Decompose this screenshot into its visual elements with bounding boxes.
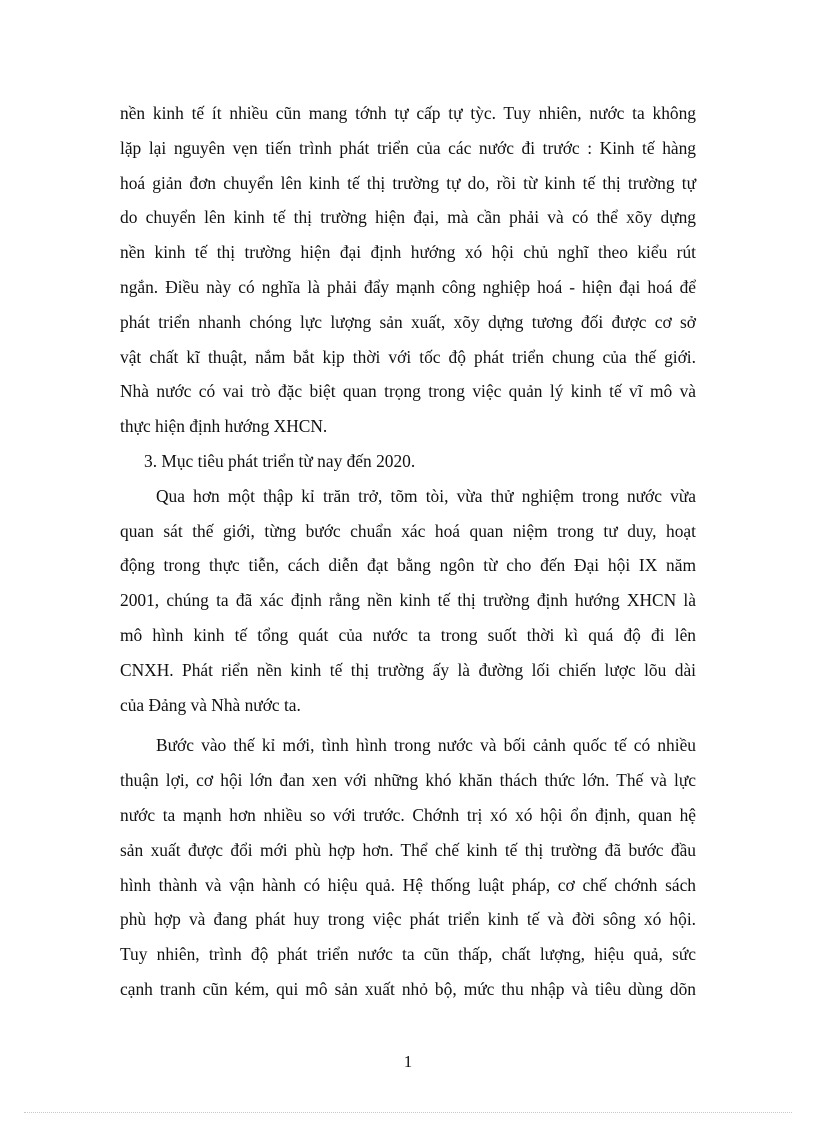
text-line: cạnh tranh cũn kém, qui mô sản xuất nhỏ bộ, mức thu nhập và tiêu dùng dõn <box>120 978 696 999</box>
text-line: CNXH. Phát riển nền kinh tế thị trường ấy là đường lối chiến lược lõu dài <box>120 659 696 680</box>
text-line: phù hợp và đang phát huy trong việc phát triển kinh tế và đời sông xó hội. <box>120 909 696 930</box>
text-line: Nhà nước có vai trò đặc biệt quan trọng trong việc quản lý kinh tế vĩ mô và <box>120 381 696 402</box>
paragraph <box>120 479 696 723</box>
paragraph <box>120 96 696 444</box>
text-line: của Đảng và Nhà nước ta. <box>120 694 301 715</box>
text-line: Qua hơn một thập kỉ trăn trở, tõm tòi, vừa thử nghiệm trong nước vừa <box>156 485 696 506</box>
text-line: hình thành và vận hành có hiệu quả. Hệ thống luật pháp, cơ chế chớnh sách <box>120 874 696 895</box>
page-bottom-divider <box>24 1112 792 1113</box>
text-line: nền kinh tế ít nhiều cũn mang tớnh tự cấp tự tỳc. Tuy nhiên, nước ta không <box>120 103 696 123</box>
text-line: nền kinh tế thị trường hiện đại định hướng xó hội chủ nghĩ theo kiểu rút <box>120 242 696 263</box>
text-line: lặp lại nguyên vẹn tiến trình phát triển của các nước đi trước : Kinh tế hàng <box>120 137 696 158</box>
section-heading: 3. Mục tiêu phát triển từ nay đến 2020. <box>144 450 416 471</box>
text-line: thuận lợi, cơ hội lớn đan xen với những khó khăn thách thức lớn. Thế và lực <box>120 770 696 791</box>
text-line: Tuy nhiên, trình độ phát triển nước ta cũn thấp, chất lượng, hiệu quả, sức <box>120 944 696 965</box>
text-line: 2001, chúng ta đã xác định rằng nền kinh tế thị trường định hướng XHCN là <box>120 590 696 611</box>
text-line: vật chất kĩ thuật, nắm bắt kịp thời với tốc độ phát triển chung của thế giới. <box>120 346 696 367</box>
text-line: hoá giản đơn chuyển lên kinh tế thị trường tự do, rồi từ kinh tế thị trường tự <box>120 172 696 193</box>
body-text <box>120 96 696 1007</box>
text-line: do chuyển lên kinh tế thị trường hiện đại, mà cần phải và có thể xõy dựng <box>120 207 696 228</box>
text-line: động trong thực tiễn, cách diễn đạt bằng ngôn từ cho đến Đại hội IX năm <box>120 555 696 576</box>
paragraph <box>120 728 696 1006</box>
section-heading-paragraph <box>120 444 696 479</box>
text-line: Bước vào thế kỉ mới, tình hình trong nước và bối cảnh quốc tế có nhiều <box>156 735 696 756</box>
page-number: 1 <box>403 1052 413 1071</box>
text-line: mô hình kinh tế tổng quát của nước ta trong suốt thời kì quá độ đi lên <box>120 624 696 645</box>
text-line: thực hiện định hướng XHCN. <box>120 416 328 437</box>
text-line: phát triển nhanh chóng lực lượng sản xuất, xõy dựng tương đối được cơ sở <box>120 311 696 332</box>
text-line: quan sát thế giới, từng bước chuẩn xác hoá quan niệm trong tư duy, hoạt <box>120 520 696 541</box>
text-line: nước ta mạnh hơn nhiều so với trước. Chớnh trị xó xó hội ổn định, quan hệ <box>120 804 696 825</box>
text-line: ngắn. Điều này có nghĩa là phải đẩy mạnh công nghiệp hoá - hiện đại hoá để <box>120 276 696 297</box>
text-line: sản xuất được đổi mới phù hợp hơn. Thể chế kinh tế thị trường đã bước đầu <box>120 839 696 860</box>
